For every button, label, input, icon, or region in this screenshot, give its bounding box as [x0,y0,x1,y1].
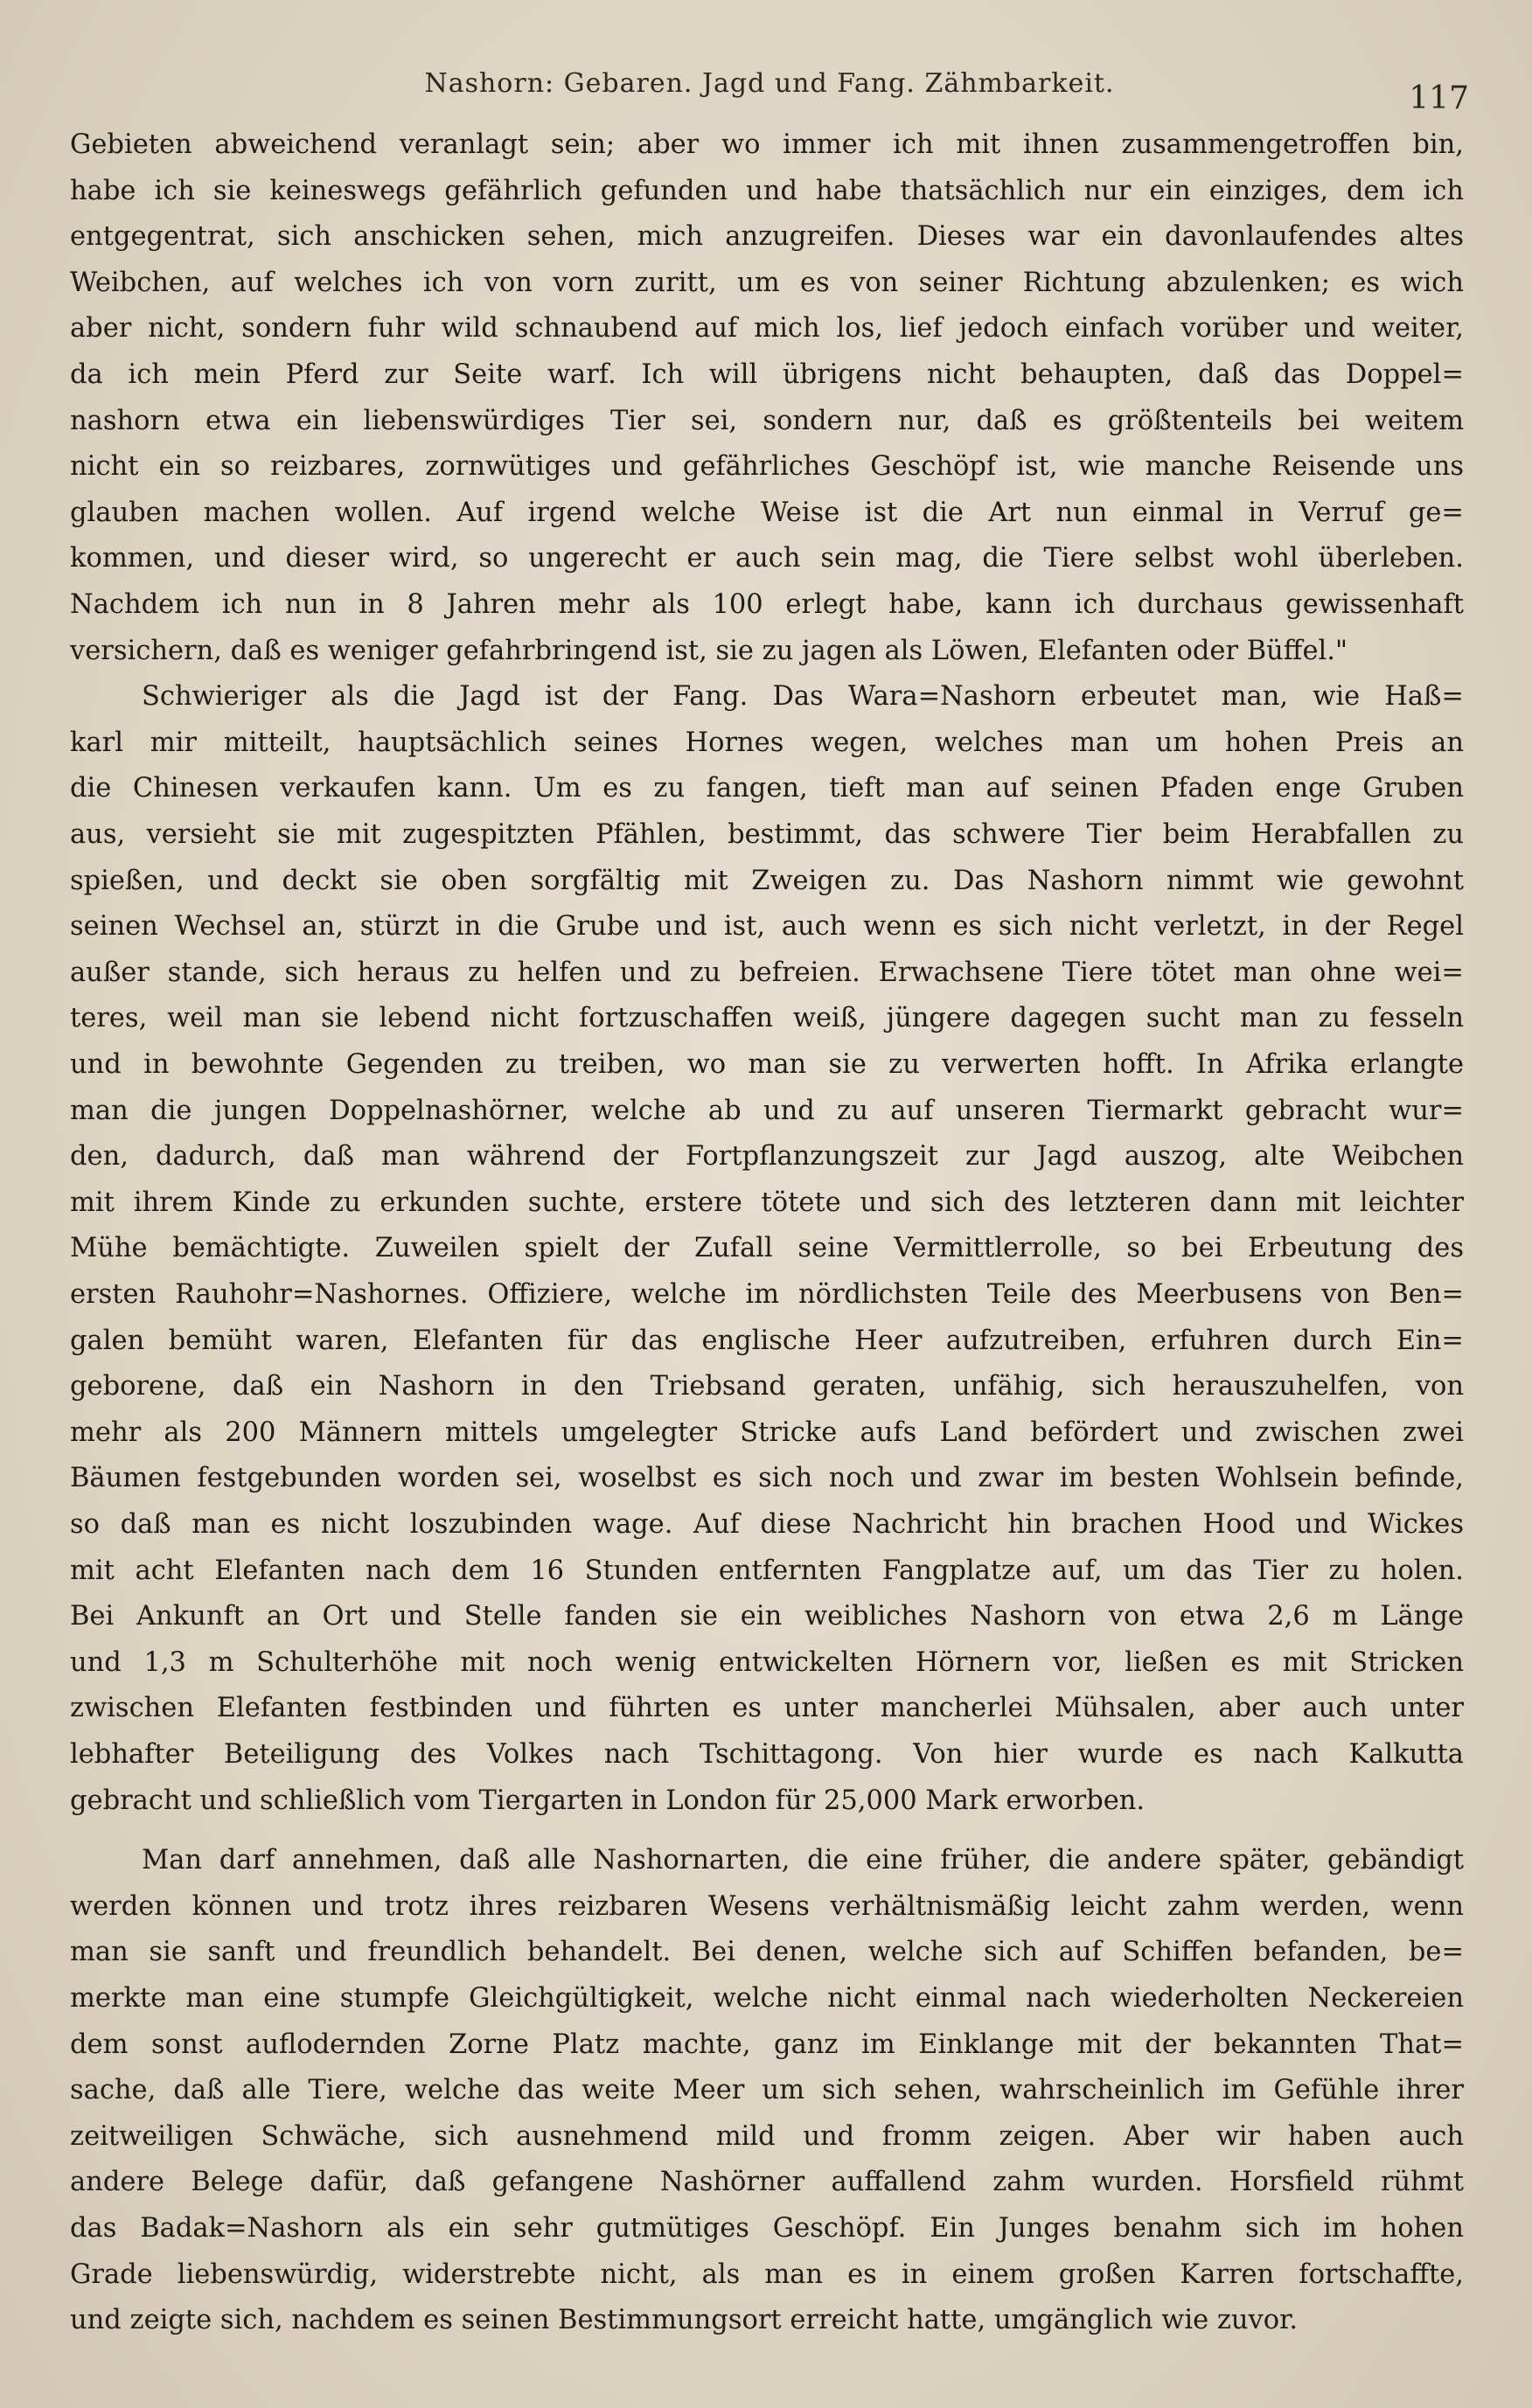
text-line: dem sonst auflodernden Zorne Platz machte, ganz im Einklange mit der bekannten That= [70,2029,1464,2060]
text-line: Man darf annehmen, daß alle Nashornarten, die eine früher, die andere später, gebändigt [142,1845,1464,1876]
text-line: die Chinesen verkaufen kann. Um es zu fangen, tieft man auf seinen Pfaden enge Gruben [70,773,1464,804]
text-line: mehr als 200 Männern mittels umgelegter Stricke aufs Land befördert und zwischen zwei [70,1416,1464,1448]
text-line: Grade liebenswürdig, widerstrebte nicht, als man es in einem großen Karren fortschaffte, [70,2258,1464,2290]
text-line: galen bemüht waren, Elefanten für das englische Heer aufzutreiben, erfuhren durch Ein= [70,1325,1464,1356]
text-line: geborene, daß ein Nashorn in den Triebsand geraten, unfähig, sich herauszuhelfen, von [70,1371,1464,1402]
text-line: kommen, und dieser wird, so ungerecht er auch sein mag, die Tiere selbst wohl überleben. [70,543,1464,574]
text-line: Gebieten abweichend veranlagt sein; aber wo immer ich mit ihnen zusammengetroffen bin, [70,129,1464,160]
text-line: zeitweiligen Schwäche, sich ausnehmend mild und fromm zeigen. Aber wir haben auch [70,2120,1464,2152]
text-line: Bei Ankunft an Ort und Stelle fanden sie ein weibliches Nashorn von etwa 2,6 m Länge [70,1601,1464,1632]
text-line: gebracht und schließlich vom Tiergarten in London für 25,000 Mark erworben. [70,1785,1146,1816]
text-line: merkte man eine stumpfe Gleichgültigkeit, welche nicht einmal nach wiederholten Neckereien [70,1983,1464,2014]
text-line: aber nicht, sondern fuhr wild schnaubend auf mich los, lief jedoch einfach vorüber und weiter, [70,313,1464,344]
text-line: habe ich sie keineswegs gefährlich gefunden und habe thatsächlich nur ein einziges, dem ich [70,175,1464,206]
text-line: andere Belege dafür, daß gefangene Nashörner auffallend zahm wurden. Horsfield rühmt [70,2167,1464,2198]
text-line: mit ihrem Kinde zu erkunden suchte, erstere tötete und sich des letzteren dann mit leichter [70,1187,1464,1218]
text-line: Weibchen, auf welches ich von vorn zuritt, um es von seiner Richtung abzulenken; es wich [70,267,1464,298]
text-line: nashorn etwa ein liebenswürdiges Tier sei, sondern nur, daß es größtenteils bei weitem [70,405,1464,436]
text-line: zwischen Elefanten festbinden und führten es unter mancherlei Mühsalen, aber auch unter [70,1693,1464,1724]
text-line: aus, versieht sie mit zugespitzten Pfählen, bestimmt, das schwere Tier beim Herabfallen zu [70,819,1464,850]
text-line: spießen, und deckt sie oben sorgfältig mit Zweigen zu. Das Nashorn nimmt wie gewohnt [70,865,1464,896]
text-line: glauben machen wollen. Auf irgend welche Weise ist die Art nun einmal in Verruf ge= [70,497,1464,528]
text-line: das Badak=Nashorn als ein sehr gutmütiges Geschöpf. Ein Junges benahm sich im hohen [70,2213,1464,2244]
running-title: Nashorn: Gebaren. Jagd und Fang. Zähmbarkeit. [424,68,1115,99]
text-line: Bäumen festgebunden worden sei, woselbst es sich noch und zwar im besten Wohlsein befinde, [70,1463,1464,1494]
text-line: und 1,3 m Schulterhöhe mit noch wenig entwickelten Hörnern vor, ließen es mit Stricken [70,1646,1464,1678]
text-line: so daß man es nicht loszubinden wage. Auf diese Nachricht hin brachen Hood und Wickes [70,1509,1464,1540]
text-line: seinen Wechsel an, stürzt in die Grube und ist, auch wenn es sich nicht verletzt, in der Regel [70,911,1464,943]
text-line: man sie sanft und freundlich behandelt. Bei denen, welche sich auf Schiffen befanden, be= [70,1937,1464,1968]
text-line: man die jungen Doppelnashörner, welche ab und zu auf unseren Tiermarkt gebracht wur= [70,1095,1464,1126]
text-line: lebhafter Beteiligung des Volkes nach Tschittagong. Von hier wurde es nach Kalkutta [70,1739,1464,1770]
text-line: werden können und trotz ihres reizbaren Wesens verhältnismäßig leicht zahm werden, wenn [70,1890,1464,1922]
text-line: und in bewohnte Gegenden zu treiben, wo man sie zu verwerten hofft. In Afrika erlangte [70,1049,1464,1080]
text-line: Nachdem ich nun in 8 Jahren mehr als 100 erlegt habe, kann ich durchaus gewissenhaft [70,589,1464,620]
text-line: sache, daß alle Tiere, welche das weite Meer um sich sehen, wahrscheinlich im Gefühle ihrer [70,2075,1464,2106]
running-head [70,68,1469,116]
page-number: 117 [1409,80,1469,116]
text-line: und zeigte sich, nachdem es seinen Bestimmungsort erreicht hatte, umgänglich wie zuvor. [70,2305,1299,2336]
text-line: Schwieriger als die Jagd ist der Fang. Das Wara=Nashorn erbeutet man, wie Haß= [142,681,1464,713]
text-line: Mühe bemächtigte. Zuweilen spielt der Zufall seine Vermittlerrolle, so bei Erbeutung des [70,1233,1464,1264]
text-line: mit acht Elefanten nach dem 16 Stunden entfernten Fangplatze auf, um das Tier zu holen. [70,1555,1464,1586]
text-line: außer stande, sich heraus zu helfen und zu befreien. Erwachsene Tiere tötet man ohne wei= [70,957,1464,988]
text-line: den, dadurch, daß man während der Fortpflanzungszeit zur Jagd auszog, alte Weibchen [70,1141,1464,1173]
text-line: ersten Rauhohr=Nashornes. Offiziere, welche im nördlichsten Teile des Meerbusens von Ben= [70,1279,1464,1310]
text-line: nicht ein so reizbares, zornwütiges und gefährliches Geschöpf ist, wie manche Reisende uns [70,451,1464,483]
text-line: da ich mein Pferd zur Seite warf. Ich will übrigens nicht behaupten, daß das Doppel= [70,359,1464,390]
text-line: teres, weil man sie lebend nicht fortzuschaffen weiß, jüngere dagegen sucht man zu fesseln [70,1003,1464,1034]
text-line: karl mir mitteilt, hauptsächlich seines Hornes wegen, welches man um hohen Preis an [70,727,1464,758]
text-line: entgegentrat, sich anschicken sehen, mich anzugreifen. Dieses war ein davonlaufendes altes [70,221,1464,253]
text-line: versichern, daß es weniger gefahrbringend ist, sie zu jagen als Löwen, Elefanten oder Büffel." [70,635,1347,666]
